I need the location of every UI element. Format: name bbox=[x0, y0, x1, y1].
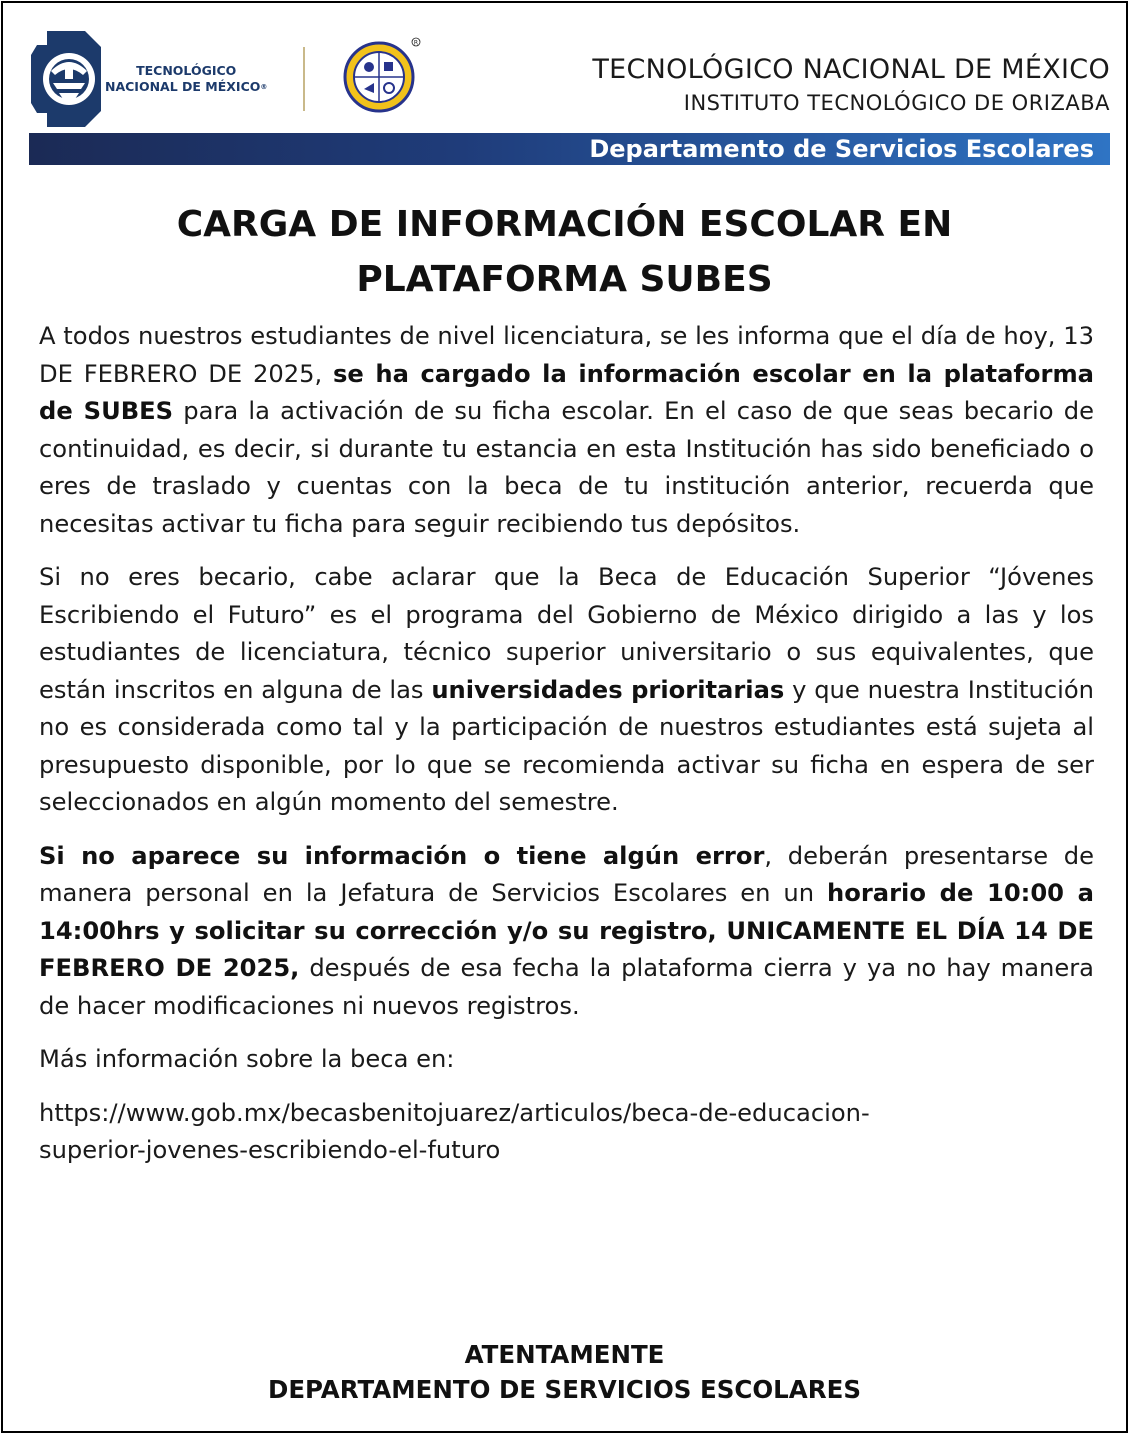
closing-line2: DEPARTAMENTO DE SERVICIOS ESCOLARES bbox=[267, 1375, 861, 1404]
more-info-label: Más información sobre la beca en: bbox=[39, 1045, 455, 1073]
info-url-line1[interactable]: https://www.gob.mx/becasbenitojuarez/articulos/beca-de-educacion- bbox=[39, 1098, 870, 1127]
ito-seal-icon bbox=[339, 37, 425, 113]
document-page bbox=[1, 1, 1128, 1433]
tecnm-logo-line1: TECNOLÓGICO bbox=[136, 63, 237, 78]
tecnm-logo-icon bbox=[25, 27, 105, 131]
institute-name: INSTITUTO TECNOLÓGICO DE ORIZABA bbox=[683, 91, 1110, 115]
p3-text-1: , deberán presentarse de manera personal en la Jefatura de Servicios Escolares en un bbox=[39, 841, 1094, 907]
institution-name: TECNOLÓGICO NACIONAL DE MÉXICO bbox=[592, 54, 1110, 85]
p3-bold-2: horario de 10:00 a 14:00hrs y solicitar su corrección y/o su registro, UNICAMENTE EL DÍA 14 DE FEBRERO DE 2025, bbox=[39, 879, 1094, 982]
title-line2: PLATAFORMA SUBES bbox=[356, 259, 773, 300]
department-banner bbox=[29, 133, 1110, 165]
closing-signature bbox=[3, 1337, 1126, 1407]
p1-text-2: para la activación de su ficha escolar. En el caso de que seas becario de continuidad, es decir, si durante tu estancia en esta Institución has sido beneficiado o eres de traslado y cuentas con la beca de tu institución anterior, recuerda que necesitas activar tu ficha para seguir recibiendo tus depósitos. bbox=[39, 397, 1094, 538]
p3-bold-1: Si no aparece su información o tiene algún error bbox=[39, 841, 765, 870]
letterhead bbox=[3, 3, 1126, 173]
info-url[interactable] bbox=[39, 1095, 1094, 1170]
info-url-line2[interactable]: superior-jovenes-escribiendo-el-futuro bbox=[39, 1136, 501, 1164]
registered-mark: ® bbox=[260, 83, 268, 91]
paragraph-scholarship-info bbox=[39, 559, 1094, 822]
document-title bbox=[43, 197, 1086, 307]
department-name: Departamento de Servicios Escolares bbox=[589, 135, 1094, 163]
p2-text-1: Si no eres becario, cabe aclarar que la Beca de Educación Superior “Jóvenes Escribiendo el Futuro” es el programa del Gobierno de México dirigido a las y los estudiantes de licenciatura, técnico superior universitario o sus equivalentes, que están inscritos en alguna de las bbox=[39, 563, 1094, 704]
p2-text-2: y que nuestra Institución no es considerada como tal y la participación de nuestros estudiantes está sujeta al presupuesto disponible, por lo que se recomienda activar su ficha en espera de ser seleccionados en algún momento del semestre. bbox=[39, 675, 1094, 816]
p2-bold-1: universidades prioritarias bbox=[431, 675, 785, 704]
paragraph-corrections bbox=[39, 838, 1094, 1026]
document-body bbox=[39, 318, 1094, 1170]
tecnm-logo-text bbox=[105, 63, 267, 95]
title-line1: CARGA DE INFORMACIÓN ESCOLAR EN bbox=[176, 204, 953, 245]
svg-text:R: R bbox=[413, 39, 419, 47]
p1-bold-1: se ha cargado la información escolar en la plataforma de SUBES bbox=[39, 359, 1094, 425]
closing-line1: ATENTAMENTE bbox=[464, 1340, 665, 1369]
logo-divider bbox=[303, 47, 305, 111]
p1-text-1: A todos nuestros estudiantes de nivel licenciatura, se les informa que el día de hoy, 13 DE FEBRERO DE 2025, bbox=[39, 322, 1094, 388]
tecnm-logo-line2: NACIONAL DE MÉXICO bbox=[105, 79, 261, 94]
p3-text-2: después de esa fecha la plataforma cierra y ya no hay manera de hacer modificaciones ni nuevos registros. bbox=[39, 954, 1094, 1020]
paragraph-announcement bbox=[39, 318, 1094, 543]
